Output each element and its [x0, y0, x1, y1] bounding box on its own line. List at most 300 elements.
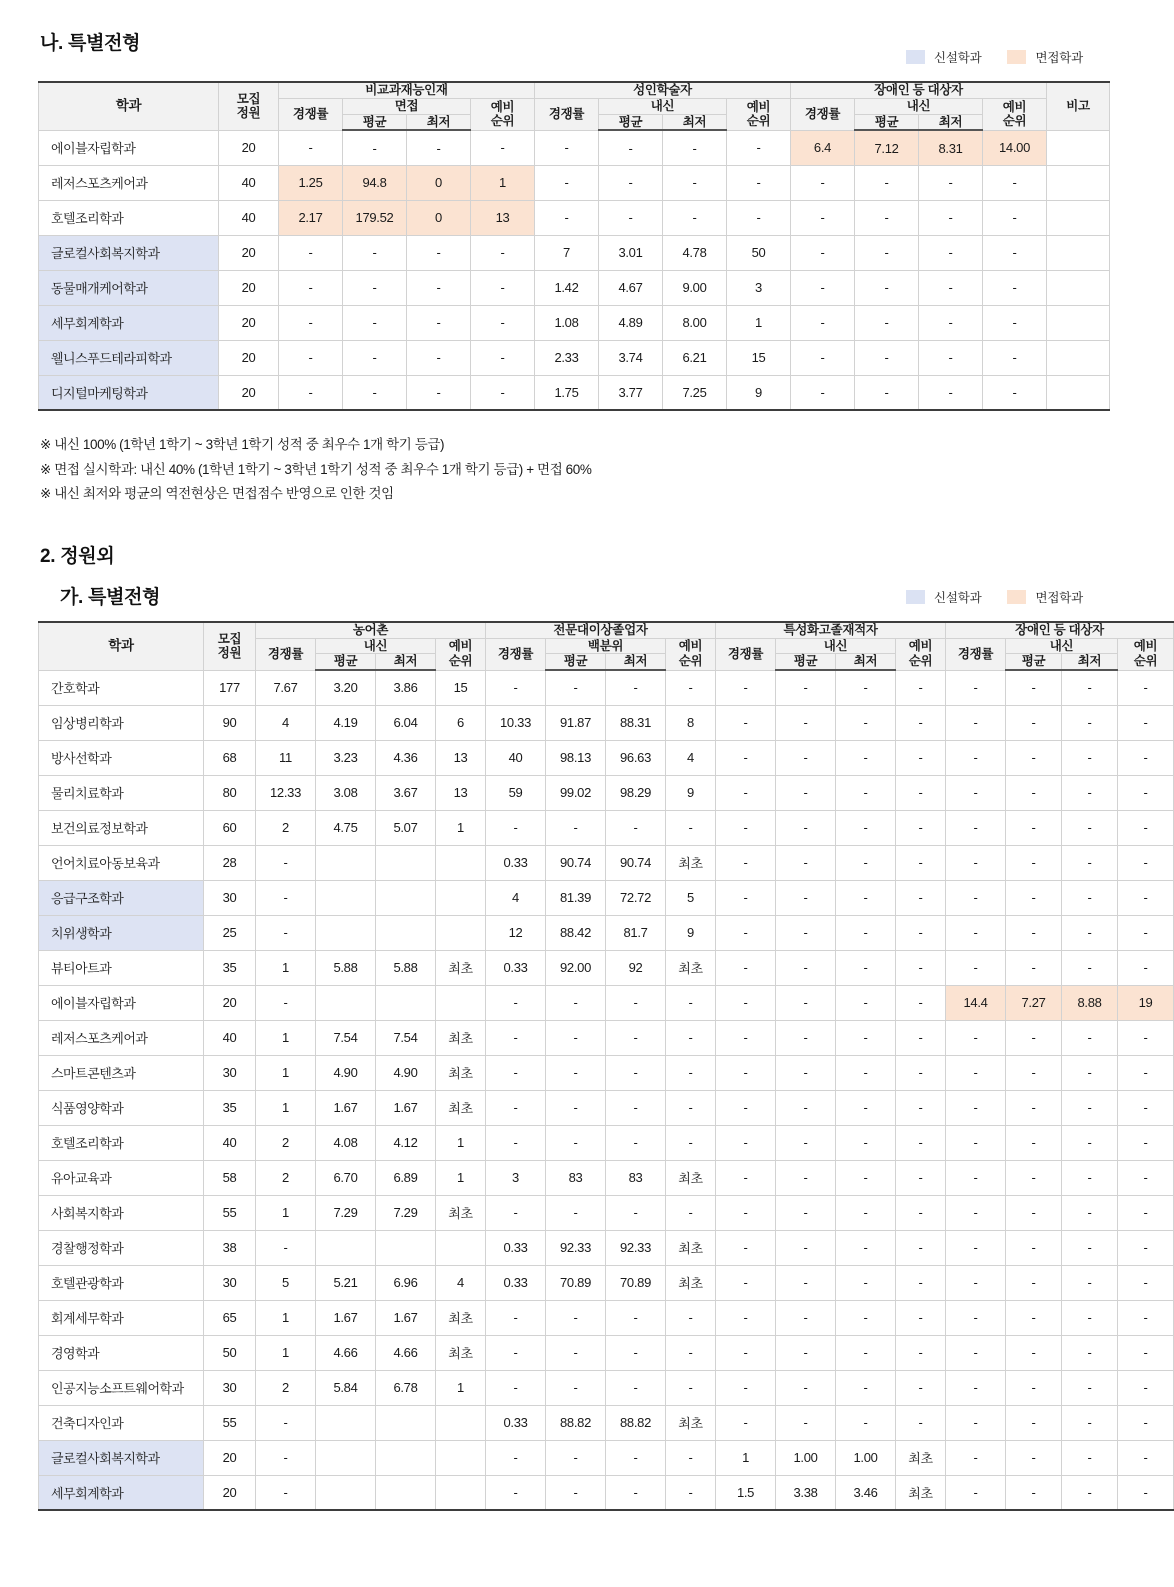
cell-g1-reserve: 1 [471, 165, 535, 200]
cell-g2-average: 4.89 [599, 305, 663, 340]
cell-g3-reserve: 최초 [896, 1440, 946, 1475]
cell-g1-rate: - [279, 235, 343, 270]
cell-department: 에이블자립학과 [39, 130, 219, 165]
cell-g3-minimum: - [919, 235, 983, 270]
cell-g3-reserve: - [983, 165, 1047, 200]
cell-g2-reserve: - [666, 1055, 716, 1090]
sub-header-reserve-line1-1: 예비 [448, 639, 473, 654]
cell-g3-average: - [776, 1125, 836, 1160]
cell-g2-rate: - [486, 1055, 546, 1090]
cell-g1-minimum: 6.78 [376, 1370, 436, 1405]
cell-g2-reserve: 1 [727, 305, 791, 340]
cell-g2-minimum: - [606, 1475, 666, 1510]
cell-g1-rate: 12.33 [256, 775, 316, 810]
header-row-top [39, 622, 1174, 638]
cell-g1-reserve: 1 [436, 1370, 486, 1405]
cell-g3-reserve: - [896, 1335, 946, 1370]
cell-g2-rate: 10.33 [486, 705, 546, 740]
cell-g4-minimum: - [1062, 1475, 1118, 1510]
cell-g1-reserve [436, 985, 486, 1020]
cell-g1-average [316, 1230, 376, 1265]
cell-g1-reserve: 1 [436, 1160, 486, 1195]
cell-department: 에이블자립학과 [39, 985, 204, 1020]
cell-g3-minimum: - [836, 985, 896, 1020]
cell-g1-minimum: 5.88 [376, 950, 436, 985]
cell-g2-rate: - [535, 130, 599, 165]
cell-g1-minimum: 0 [407, 165, 471, 200]
cell-g3-minimum: - [836, 1055, 896, 1090]
cell-g2-reserve: - [666, 1195, 716, 1230]
cell-g2-rate: - [486, 1300, 546, 1335]
cell-g2-average: - [546, 985, 606, 1020]
sub-header-rate-3: 경쟁률 [716, 638, 776, 670]
cell-g3-average: - [855, 270, 919, 305]
table-row [39, 915, 1174, 950]
sub-header-reserve-line2-4: 순위 [1133, 654, 1158, 669]
cell-g1-reserve: 1 [436, 1125, 486, 1160]
cell-g4-average: - [1006, 880, 1062, 915]
table1-body [39, 130, 1110, 410]
cell-department: 웰니스푸드테라피학과 [39, 340, 219, 375]
cell-g2-minimum: 88.31 [606, 705, 666, 740]
cell-g1-average: 5.88 [316, 950, 376, 985]
cell-g3-reserve: - [983, 305, 1047, 340]
cell-g4-reserve: - [1118, 1160, 1174, 1195]
cell-g3-minimum: - [919, 375, 983, 410]
cell-g4-reserve: - [1118, 1125, 1174, 1160]
cell-g2-minimum: - [663, 165, 727, 200]
cell-g1-minimum: 3.86 [376, 670, 436, 705]
col-header-quota-line2: 정원 [236, 106, 261, 121]
cell-g1-average: 7.29 [316, 1195, 376, 1230]
cell-g4-minimum: - [1062, 1195, 1118, 1230]
cell-g3-minimum: 1.00 [836, 1440, 896, 1475]
cell-g2-reserve: - [727, 165, 791, 200]
legend2-swatch-new-icon [906, 590, 925, 604]
cell-g1-average [316, 1475, 376, 1510]
cell-g1-rate: - [279, 270, 343, 305]
cell-g3-average: - [776, 1020, 836, 1055]
table1-head [39, 82, 1110, 130]
cell-department: 호텔조리학과 [39, 200, 219, 235]
cell-g4-rate: - [946, 1440, 1006, 1475]
cell-g4-minimum: - [1062, 1335, 1118, 1370]
cell-g4-average: 7.27 [1006, 985, 1062, 1020]
cell-g1-reserve: 13 [436, 775, 486, 810]
cell-g1-average: 1.67 [316, 1300, 376, 1335]
cell-g3-minimum: - [836, 915, 896, 950]
cell-g4-reserve: - [1118, 1440, 1174, 1475]
cell-g2-reserve: 최초 [666, 1405, 716, 1440]
cell-g4-average: - [1006, 1440, 1062, 1475]
cell-g4-minimum: - [1062, 1265, 1118, 1300]
cell-g2-average: 92.33 [546, 1230, 606, 1265]
cell-g2-reserve: - [666, 670, 716, 705]
cell-g1-rate: - [279, 305, 343, 340]
cell-department: 사회복지학과 [39, 1195, 204, 1230]
cell-department: 응급구조학과 [39, 880, 204, 915]
cell-g1-rate: - [256, 1440, 316, 1475]
col-header-quota-line1: 모집 [217, 631, 242, 646]
cell-g2-minimum: - [606, 1090, 666, 1125]
table-row [39, 305, 1110, 340]
cell-g2-reserve: 최초 [666, 845, 716, 880]
cell-g3-reserve: - [983, 340, 1047, 375]
cell-g4-reserve: - [1118, 1195, 1174, 1230]
cell-g2-average: 88.42 [546, 915, 606, 950]
cell-g1-rate: - [256, 1405, 316, 1440]
sub-header-reserve-line1-4: 예비 [1133, 639, 1158, 654]
cell-g3-reserve: - [896, 1370, 946, 1405]
sub-header-average-4: 평균 [1006, 654, 1062, 670]
cell-g4-average: - [1006, 1300, 1062, 1335]
cell-g1-reserve: 최초 [436, 1335, 486, 1370]
cell-g2-minimum: 8.00 [663, 305, 727, 340]
table-row [39, 1020, 1174, 1055]
table-row [39, 235, 1110, 270]
sub-header-score-1: 면접 [343, 98, 471, 114]
cell-g2-reserve: - [666, 810, 716, 845]
cell-g4-minimum: - [1062, 1300, 1118, 1335]
cell-quota: 55 [204, 1195, 256, 1230]
cell-g1-minimum [376, 880, 436, 915]
cell-quota: 30 [204, 1265, 256, 1300]
cell-g1-minimum: 4.36 [376, 740, 436, 775]
group-header-1: 비교과재능인재 [279, 82, 535, 98]
table-row [39, 775, 1174, 810]
cell-g3-reserve: - [896, 1020, 946, 1055]
cell-g4-reserve: - [1118, 1055, 1174, 1090]
cell-g1-rate: 2 [256, 1125, 316, 1160]
cell-department: 보건의료정보학과 [39, 810, 204, 845]
cell-g1-reserve: 최초 [436, 950, 486, 985]
cell-g3-minimum: - [836, 880, 896, 915]
sub-header-reserve-line1-1: 예비 [490, 99, 515, 114]
cell-quota: 30 [204, 880, 256, 915]
cell-g3-minimum: - [836, 670, 896, 705]
cell-g3-reserve: - [896, 1195, 946, 1230]
cell-g2-reserve: - [666, 1090, 716, 1125]
cell-g2-average: - [546, 1195, 606, 1230]
cell-g1-minimum: - [407, 305, 471, 340]
cell-quota: 55 [204, 1405, 256, 1440]
cell-quota: 40 [219, 165, 279, 200]
sub-header-reserve-line2-3: 순위 [1002, 114, 1027, 129]
cell-g1-minimum [376, 985, 436, 1020]
cell-quota: 65 [204, 1300, 256, 1335]
cell-g3-minimum: - [919, 305, 983, 340]
cell-g3-reserve: 14.00 [983, 130, 1047, 165]
cell-g2-reserve: 최초 [666, 950, 716, 985]
cell-g1-average: 6.70 [316, 1160, 376, 1195]
cell-g2-reserve: - [666, 1475, 716, 1510]
cell-quota: 60 [204, 810, 256, 845]
cell-g2-rate: - [486, 1090, 546, 1125]
cell-g4-minimum: - [1062, 1440, 1118, 1475]
cell-g3-rate: - [716, 1125, 776, 1160]
cell-g1-average [316, 985, 376, 1020]
cell-g2-average: 99.02 [546, 775, 606, 810]
cell-g1-average: 3.20 [316, 670, 376, 705]
cell-g4-average: - [1006, 845, 1062, 880]
cell-g4-minimum: - [1062, 950, 1118, 985]
cell-g2-rate: - [486, 1370, 546, 1405]
group-header-1: 농어촌 [256, 622, 486, 638]
cell-g2-rate: 1.75 [535, 375, 599, 410]
cell-g1-rate: - [279, 340, 343, 375]
cell-g1-minimum: 7.29 [376, 1195, 436, 1230]
table-row [39, 670, 1174, 705]
cell-g3-rate: - [716, 1370, 776, 1405]
table-row [39, 1055, 1174, 1090]
cell-g2-average: 92.00 [546, 950, 606, 985]
cell-g2-minimum: - [606, 1370, 666, 1405]
cell-g2-rate: - [535, 200, 599, 235]
cell-remark [1047, 340, 1110, 375]
cell-g3-reserve: - [896, 670, 946, 705]
cell-quota: 50 [204, 1335, 256, 1370]
cell-g2-average: - [546, 810, 606, 845]
cell-g3-average: - [776, 740, 836, 775]
sub-header-reserve-line2-1: 순위 [490, 114, 515, 129]
col-header-quota-line1: 모집 [236, 91, 261, 106]
cell-g1-reserve: 최초 [436, 1300, 486, 1335]
cell-g2-reserve: 최초 [666, 1230, 716, 1265]
group-header-4: 장애인 등 대상자 [946, 622, 1174, 638]
cell-g3-minimum: - [836, 1370, 896, 1405]
cell-g1-average: 3.08 [316, 775, 376, 810]
cell-department: 식품영양학과 [39, 1090, 204, 1125]
legend2-new-dept [906, 588, 982, 606]
cell-g2-reserve: - [666, 1335, 716, 1370]
cell-g4-minimum: - [1062, 1125, 1118, 1160]
cell-g4-average: - [1006, 775, 1062, 810]
cell-g4-rate: - [946, 1195, 1006, 1230]
cell-department: 건축디자인과 [39, 1405, 204, 1440]
cell-g1-reserve: 최초 [436, 1055, 486, 1090]
table-row [39, 1090, 1174, 1125]
col-header-department: 학과 [39, 82, 219, 130]
section1-notes [40, 433, 1083, 507]
section2-heading-main: 2. 정원외 [40, 545, 115, 567]
cell-g2-minimum: - [606, 1440, 666, 1475]
cell-g2-rate: 0.33 [486, 1265, 546, 1300]
cell-g3-average: 7.12 [855, 130, 919, 165]
cell-g3-average: - [855, 200, 919, 235]
cell-g1-minimum: 1.67 [376, 1090, 436, 1125]
cell-department: 글로컬사회복지학과 [39, 235, 219, 270]
cell-g4-minimum: - [1062, 1230, 1118, 1265]
cell-g1-average: 94.8 [343, 165, 407, 200]
cell-g1-rate: 1 [256, 1090, 316, 1125]
cell-g4-reserve: - [1118, 950, 1174, 985]
cell-g3-average: - [776, 670, 836, 705]
cell-g4-rate: - [946, 705, 1006, 740]
legend2-new-label: 신설학과 [933, 590, 982, 605]
cell-g3-reserve: - [896, 775, 946, 810]
cell-g1-average: 5.84 [316, 1370, 376, 1405]
cell-g3-average: - [855, 235, 919, 270]
cell-g3-average: - [776, 1265, 836, 1300]
cell-quota: 68 [204, 740, 256, 775]
cell-g2-reserve: 9 [666, 915, 716, 950]
legend-swatch-interview-icon [1007, 50, 1026, 64]
cell-g2-minimum: - [606, 1125, 666, 1160]
cell-g2-rate: 1.42 [535, 270, 599, 305]
cell-g4-minimum: - [1062, 1020, 1118, 1055]
cell-quota: 90 [204, 705, 256, 740]
cell-g3-minimum: - [836, 1125, 896, 1160]
cell-department: 세무회계학과 [39, 1475, 204, 1510]
cell-g1-reserve [436, 915, 486, 950]
cell-department: 경찰행정학과 [39, 1230, 204, 1265]
cell-department: 호텔조리학과 [39, 1125, 204, 1160]
cell-g2-minimum: - [606, 985, 666, 1020]
cell-g1-average: 4.66 [316, 1335, 376, 1370]
cell-g2-minimum: 92.33 [606, 1230, 666, 1265]
cell-g4-average: - [1006, 1230, 1062, 1265]
cell-g2-minimum: - [606, 1020, 666, 1055]
cell-g1-average: 179.52 [343, 200, 407, 235]
cell-g3-minimum: - [836, 1160, 896, 1195]
cell-department: 동물매개케어학과 [39, 270, 219, 305]
cell-g4-minimum: - [1062, 670, 1118, 705]
sub-header-score-2: 내신 [599, 98, 727, 114]
cell-g1-minimum: 4.90 [376, 1055, 436, 1090]
cell-g1-minimum: 6.96 [376, 1265, 436, 1300]
cell-quota: 80 [204, 775, 256, 810]
cell-g4-minimum: - [1062, 880, 1118, 915]
cell-g3-reserve: - [896, 1265, 946, 1300]
cell-g4-average: - [1006, 1405, 1062, 1440]
cell-g4-reserve: - [1118, 1020, 1174, 1055]
cell-g2-average: 98.13 [546, 740, 606, 775]
cell-g3-average: - [855, 305, 919, 340]
cell-g1-minimum: 6.04 [376, 705, 436, 740]
cell-g2-average: 88.82 [546, 1405, 606, 1440]
cell-g3-minimum: - [836, 775, 896, 810]
table-row [39, 1300, 1174, 1335]
table-row [39, 985, 1174, 1020]
sub-header-reserve-4 [1118, 638, 1174, 670]
cell-g1-average: 7.54 [316, 1020, 376, 1055]
cell-g4-reserve: - [1118, 915, 1174, 950]
cell-g4-rate: - [946, 810, 1006, 845]
cell-g1-average: - [343, 305, 407, 340]
cell-g1-reserve: 6 [436, 705, 486, 740]
cell-g4-minimum: - [1062, 740, 1118, 775]
cell-g2-minimum: - [606, 1300, 666, 1335]
cell-g3-minimum: - [836, 810, 896, 845]
cell-g2-minimum: 92 [606, 950, 666, 985]
cell-quota: 20 [219, 270, 279, 305]
cell-g2-reserve: 4 [666, 740, 716, 775]
cell-g1-reserve: 1 [436, 810, 486, 845]
table2-body [39, 670, 1174, 1510]
cell-department: 레저스포츠케어과 [39, 1020, 204, 1055]
cell-quota: 35 [204, 1090, 256, 1125]
cell-g2-average: - [599, 165, 663, 200]
cell-g3-rate: - [716, 880, 776, 915]
cell-department: 언어치료아동보육과 [39, 845, 204, 880]
cell-g4-rate: - [946, 915, 1006, 950]
cell-quota: 20 [219, 130, 279, 165]
cell-g3-rate: - [791, 200, 855, 235]
cell-remark [1047, 270, 1110, 305]
cell-g4-rate: - [946, 1230, 1006, 1265]
cell-g2-rate: - [486, 1335, 546, 1370]
cell-g4-reserve: - [1118, 1230, 1174, 1265]
sub-header-score-3: 내신 [776, 638, 896, 654]
table-row [39, 880, 1174, 915]
cell-g1-rate: 5 [256, 1265, 316, 1300]
cell-g1-reserve: - [471, 305, 535, 340]
cell-g1-minimum: - [407, 235, 471, 270]
cell-g1-rate: 1 [256, 1335, 316, 1370]
cell-g1-minimum: 5.07 [376, 810, 436, 845]
cell-g1-rate: 1 [256, 950, 316, 985]
cell-g3-average: - [776, 1160, 836, 1195]
cell-g2-reserve: 최초 [666, 1265, 716, 1300]
sub-header-reserve-line2-2: 순위 [678, 654, 703, 669]
cell-department: 치위생학과 [39, 915, 204, 950]
table-row [39, 845, 1174, 880]
cell-g4-rate: - [946, 1055, 1006, 1090]
cell-g4-average: - [1006, 1265, 1062, 1300]
cell-g3-rate: - [716, 1265, 776, 1300]
col-header-department: 학과 [39, 622, 204, 670]
cell-g4-rate: - [946, 1090, 1006, 1125]
cell-g4-average: - [1006, 1090, 1062, 1125]
cell-g4-rate: - [946, 1265, 1006, 1300]
table-row [39, 1265, 1174, 1300]
cell-g3-minimum: - [836, 1405, 896, 1440]
group-header-3: 특성화고졸재적자 [716, 622, 946, 638]
cell-g3-average: - [776, 810, 836, 845]
cell-g2-reserve: - [666, 1300, 716, 1335]
cell-g3-rate: - [791, 340, 855, 375]
cell-g4-rate: - [946, 1405, 1006, 1440]
legend-section2 [906, 588, 1083, 609]
sub-header-minimum-1: 최저 [407, 114, 471, 130]
cell-g4-reserve: - [1118, 775, 1174, 810]
cell-g3-rate: - [716, 810, 776, 845]
table-row [39, 1160, 1174, 1195]
cell-g1-rate: - [279, 130, 343, 165]
cell-g1-reserve: - [471, 340, 535, 375]
cell-g1-average [316, 1440, 376, 1475]
sub-header-score-2: 백분위 [546, 638, 666, 654]
cell-g4-reserve: - [1118, 1405, 1174, 1440]
section2-header [38, 582, 1083, 609]
cell-g4-rate: - [946, 1370, 1006, 1405]
cell-g2-rate: - [535, 165, 599, 200]
cell-g3-rate: - [791, 305, 855, 340]
cell-g3-rate: - [791, 270, 855, 305]
cell-g4-average: - [1006, 1055, 1062, 1090]
sub-header-reserve-2 [666, 638, 716, 670]
cell-g4-rate: - [946, 845, 1006, 880]
table-row [39, 1195, 1174, 1230]
cell-g4-minimum: - [1062, 1160, 1118, 1195]
cell-g2-reserve: 8 [666, 705, 716, 740]
cell-g2-reserve: 9 [727, 375, 791, 410]
cell-g1-minimum: - [407, 340, 471, 375]
cell-department: 디지털마케팅학과 [39, 375, 219, 410]
cell-g3-minimum: - [836, 1195, 896, 1230]
cell-g3-average: - [855, 165, 919, 200]
cell-g2-minimum: - [606, 670, 666, 705]
